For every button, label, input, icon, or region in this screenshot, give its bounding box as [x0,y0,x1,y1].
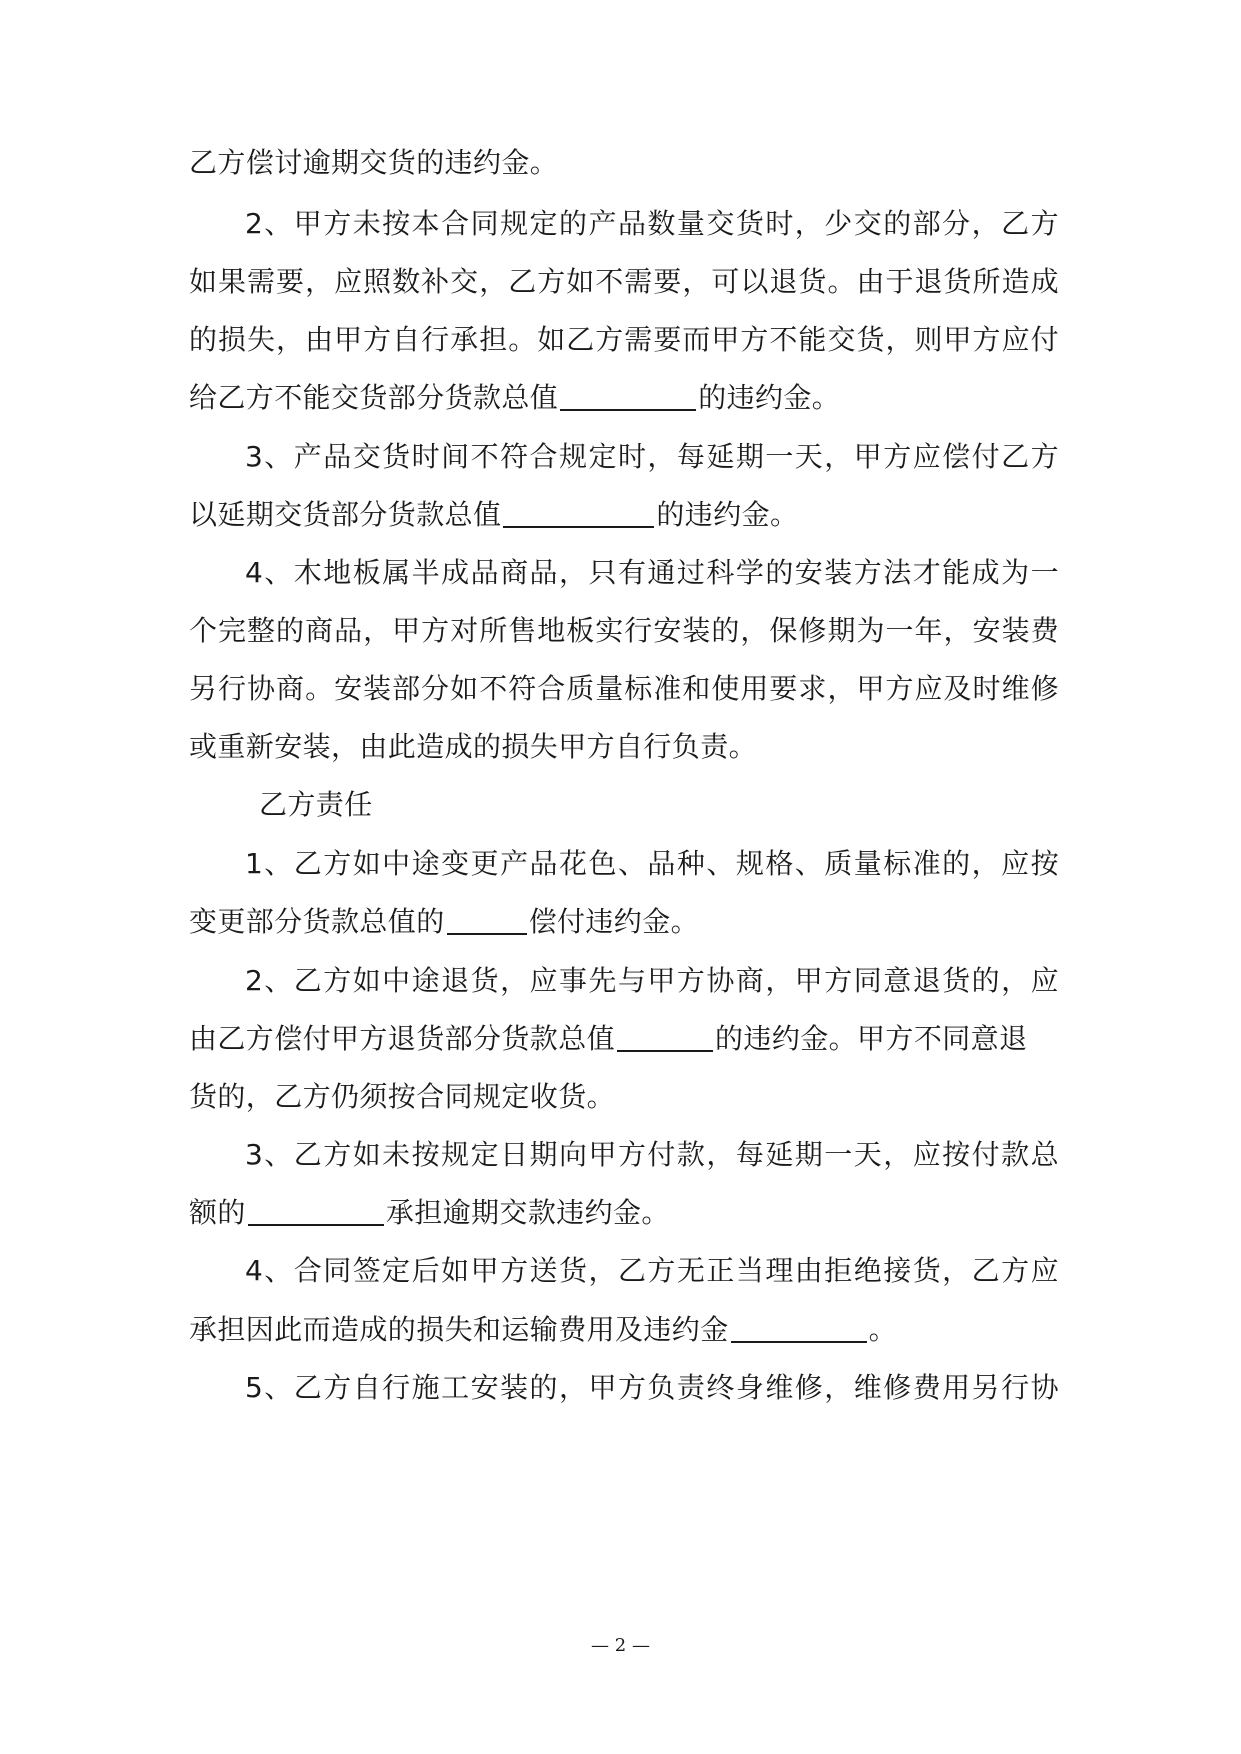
text-segment: 承担因此而造成的损失和运输费用及违约金 [189,1313,729,1346]
text-line [189,378,1059,418]
section-heading: 乙方责任 [259,788,373,821]
text-line [189,495,1059,535]
text-line: 3、乙方如未按规定日期向甲方付款，每延期一天，应按付款总 [245,1138,1059,1171]
text-line: 如果需要，应照数补交，乙方如不需要，可以退货。由于退货所造成 [189,265,1059,298]
text-segment: 给乙方不能交货部分货款总值 [189,381,559,414]
text-line: 个完整的商品，甲方对所售地板实行安装的，保修期为一年，安装费 [189,614,1059,647]
fill-in-blank[interactable] [248,1196,384,1226]
text-line [189,1193,1059,1233]
fill-in-blank[interactable] [560,381,696,411]
text-segment: 变更部分货款总值的 [189,905,445,938]
text-line: 2、乙方如中途退货，应事先与甲方协商，甲方同意退货的，应 [245,964,1059,997]
text-line: 5、乙方自行施工安装的，甲方负责终身维修，维修费用另行协 [245,1371,1059,1404]
fill-in-blank[interactable] [447,905,527,935]
text-segment: 的违约金。甲方不同意退 [715,1022,1028,1055]
text-line: 货的，乙方仍须按合同规定收货。 [189,1080,616,1113]
text-line: 的损失，由甲方自行承担。如乙方需要而甲方不能交货，则甲方应付 [189,323,1059,356]
page-number: — 2 — [591,1635,650,1656]
text-segment: 由乙方偿付甲方退货部分货款总值 [189,1022,616,1055]
fill-in-blank[interactable] [617,1022,713,1052]
text-segment: 偿付违约金。 [528,905,700,938]
text-segment: 额的 [189,1196,246,1229]
text-line: 2、甲方未按本合同规定的产品数量交货时，少交的部分，乙方 [245,207,1059,240]
text-line: 乙方偿讨逾期交货的违约金。 [189,146,559,179]
text-line: 另行协商。安装部分如不符合质量标准和使用要求，甲方应及时维修 [189,672,1059,705]
text-line: 1、乙方如中途变更产品花色、品种、规格、质量标准的，应按 [245,847,1059,880]
text-line: 或重新安装，由此造成的损失甲方自行负责。 [189,730,758,763]
text-line: 4、合同签定后如甲方送货，乙方无正当理由拒绝接货，乙方应 [245,1254,1059,1287]
text-segment: 的违约金。 [698,381,841,414]
text-segment: 的违约金。 [656,498,799,531]
text-line [189,902,1059,942]
fill-in-blank[interactable] [503,498,654,528]
text-line: 4、木地板属半成品商品，只有通过科学的安装方法才能成为一 [245,556,1059,589]
text-line [189,1310,1059,1350]
text-segment: 承担逾期交款违约金。 [385,1196,670,1229]
fill-in-blank[interactable] [731,1313,867,1343]
text-line: 3、产品交货时间不符合规定时，每延期一天，甲方应偿付乙方 [245,440,1059,473]
text-segment: 以延期交货部分货款总值 [189,498,502,531]
text-line [189,1019,1059,1059]
text-segment: 。 [868,1313,898,1346]
